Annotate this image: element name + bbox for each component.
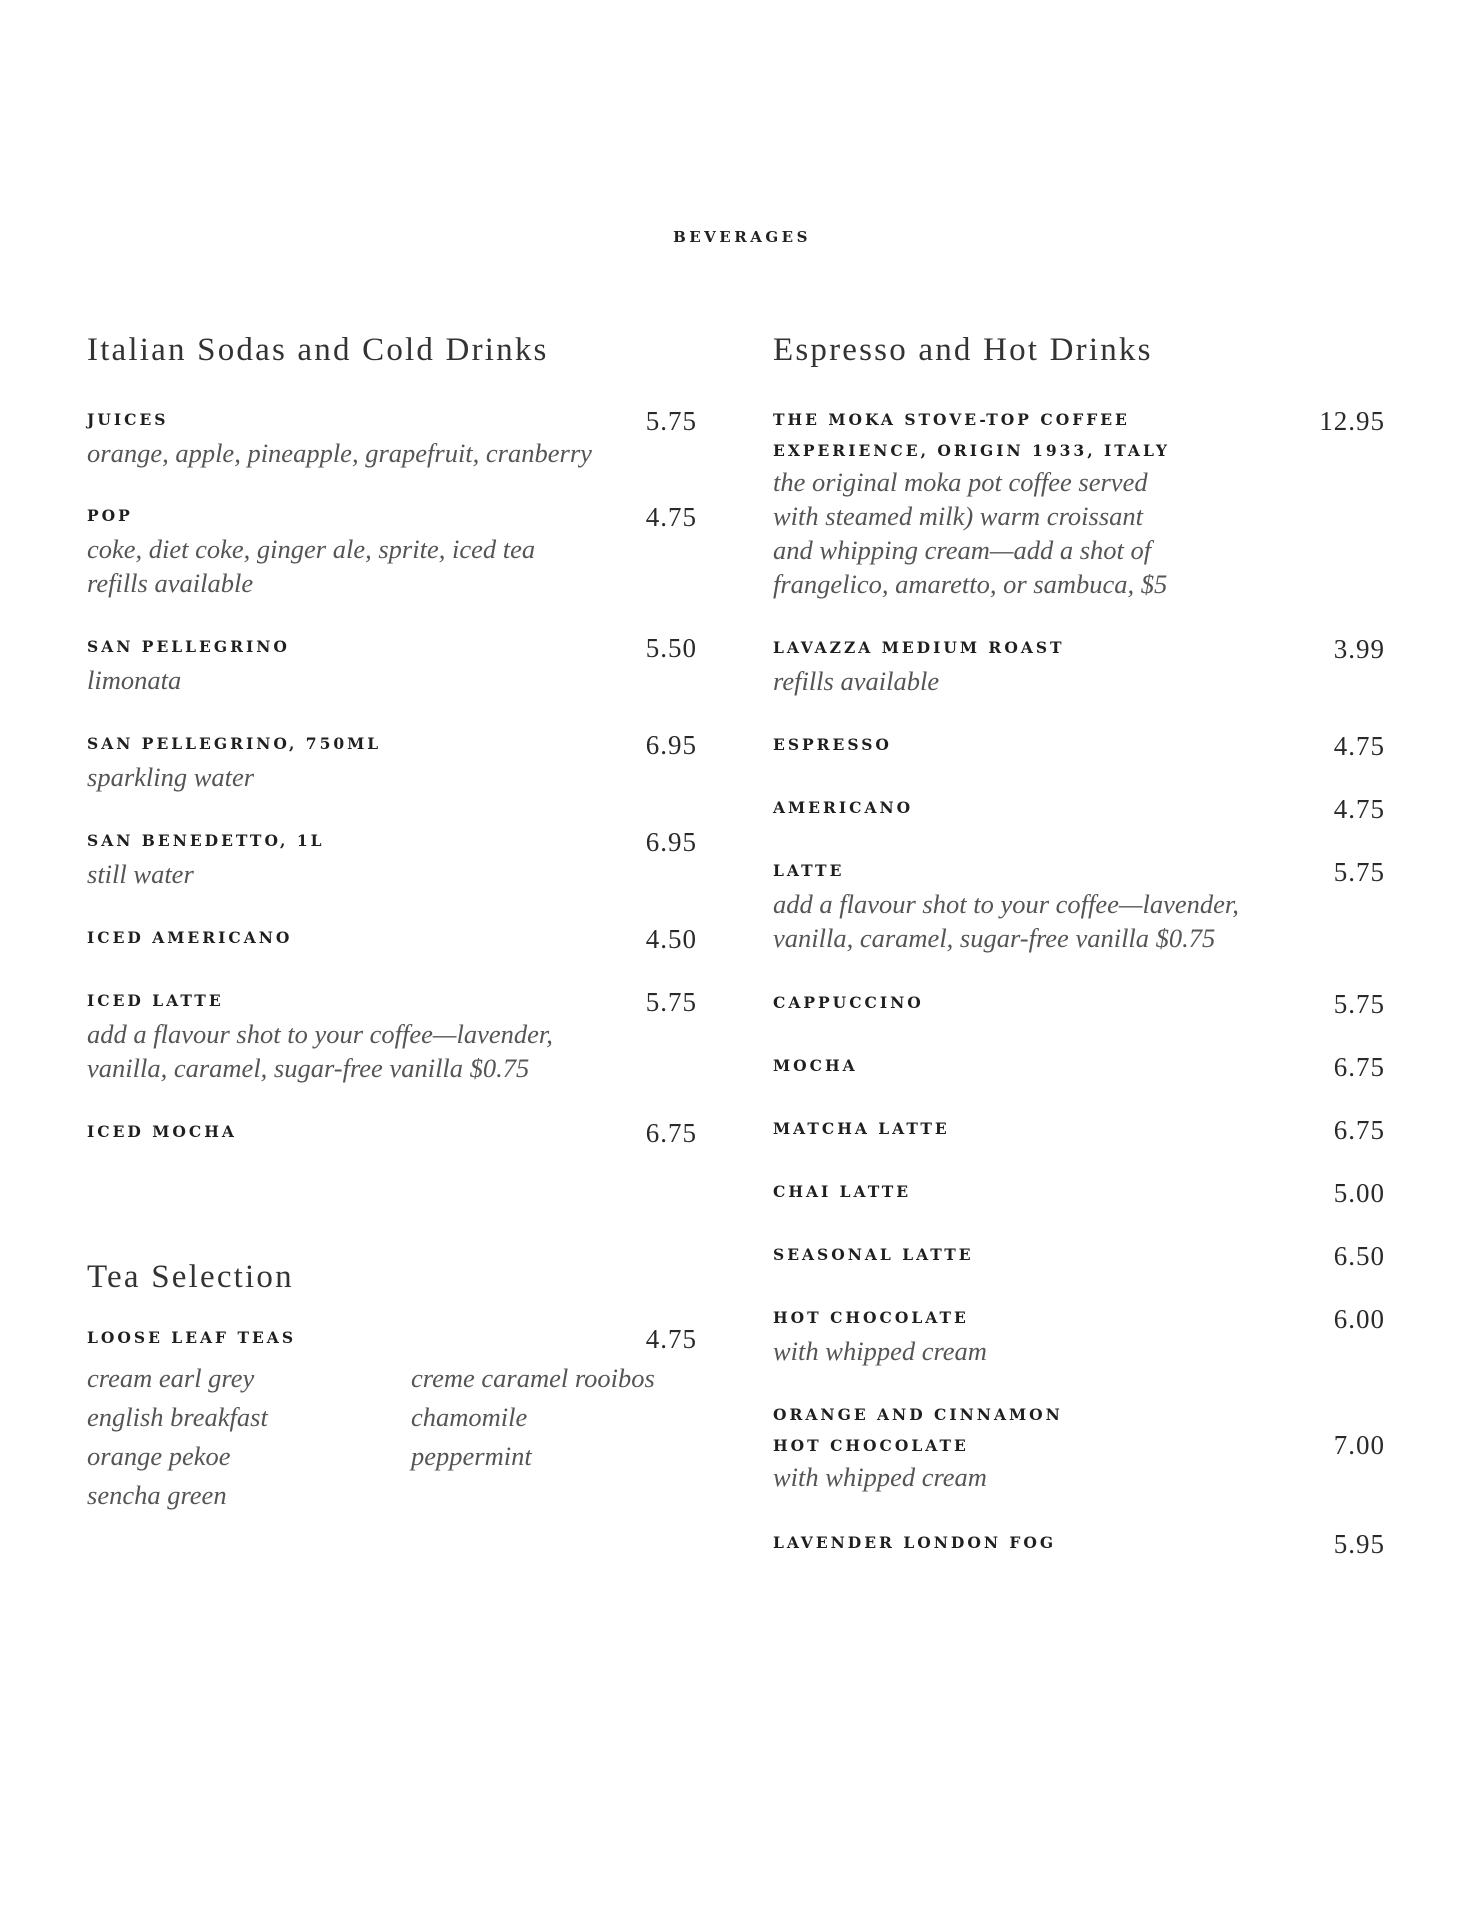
item-description: orange, apple, pineapple, grapefruit, cranberry: [87, 438, 592, 468]
tea-list: [87, 1359, 697, 1515]
menu-item-juices: [87, 404, 697, 500]
item-name: LATTE: [773, 861, 845, 880]
item-name: MOCHA: [773, 1056, 858, 1075]
item-price: 4.75: [645, 1324, 697, 1354]
item-name: CAPPUCCINO: [773, 993, 924, 1012]
item-name: SAN PELLEGRINO: [87, 637, 290, 656]
menu-item-lavender-london-fog: [773, 1527, 1385, 1567]
item-name: ICED LATTE: [87, 991, 224, 1010]
menu-item-iced-mocha: [87, 1116, 697, 1156]
tea-name: english breakfast: [87, 1402, 268, 1432]
item-name: AMERICANO: [773, 798, 914, 817]
item-price: 5.75: [645, 987, 697, 1017]
item-description: sparkling water: [87, 762, 255, 792]
tea-name: creme caramel rooibos: [411, 1363, 655, 1393]
item-name: ICED MOCHA: [87, 1122, 237, 1141]
menu-item-pop: [87, 500, 697, 631]
menu-item-san-benedetto: [87, 825, 697, 922]
item-price: 12.95: [1319, 406, 1385, 436]
item-price: 6.75: [1333, 1052, 1385, 1082]
tea-name: chamomile: [411, 1402, 528, 1432]
menu-item-moka-experience: [773, 404, 1385, 632]
item-price: 3.99: [1333, 634, 1385, 664]
tea-name: cream earl grey: [87, 1363, 255, 1393]
page-title: BEVERAGES: [673, 228, 811, 246]
item-price: 5.50: [645, 633, 697, 663]
menu-item-latte: [773, 855, 1385, 987]
item-price: 5.75: [1333, 857, 1385, 887]
item-price: 4.75: [1333, 794, 1385, 824]
item-price: 4.75: [645, 502, 697, 532]
item-price: 7.00: [1333, 1430, 1385, 1460]
item-name: MATCHA LATTE: [773, 1119, 950, 1138]
menu-item-cappuccino: [773, 987, 1385, 1050]
item-name: JUICES: [87, 410, 169, 429]
item-name: THE MOKA STOVE-TOP COFFEE EXPERIENCE, ORIGIN 1933, ITALY: [773, 410, 1170, 460]
menu-item-seasonal-latte: [773, 1239, 1385, 1302]
item-description: with whipped cream: [773, 1336, 987, 1366]
item-price: 6.95: [645, 827, 697, 857]
item-description: the original moka pot coffee served with steamed milk) warm croissant and whipping cream—add a shot of frangelico, amaretto, or sambuca, $5: [773, 467, 1168, 599]
item-price: 6.95: [645, 730, 697, 760]
tea-name: orange pekoe: [87, 1441, 231, 1471]
menu-item-mocha: [773, 1050, 1385, 1113]
item-name: ORANGE AND CINNAMON HOT CHOCOLATE: [773, 1405, 1063, 1455]
menu-item-espresso: [773, 729, 1385, 792]
menu-item-chai-latte: [773, 1176, 1385, 1239]
item-price: 6.50: [1333, 1241, 1385, 1271]
item-price: 6.75: [645, 1118, 697, 1148]
item-name: HOT CHOCOLATE: [773, 1308, 969, 1327]
item-name: ESPRESSO: [773, 735, 892, 754]
menu-item-matcha-latte: [773, 1113, 1385, 1176]
menu-item-americano: [773, 792, 1385, 855]
tea-list-right: [411, 1359, 697, 1515]
section-title-cold-drinks: Italian Sodas and Cold Drinks: [87, 332, 549, 368]
item-name: SAN BENEDETTO, 1L: [87, 831, 325, 850]
cold-drinks-section: [87, 330, 697, 1156]
menu-item-orange-cinnamon-hot-chocolate: [773, 1399, 1385, 1527]
menu-item-hot-chocolate: [773, 1302, 1385, 1399]
tea-list-left: [87, 1359, 411, 1515]
item-name: ICED AMERICANO: [87, 928, 293, 947]
item-price: 6.75: [1333, 1115, 1385, 1145]
item-price: 4.75: [1333, 731, 1385, 761]
item-description: with whipped cream: [773, 1462, 987, 1492]
item-description: refills available: [773, 666, 940, 696]
item-name: SEASONAL LATTE: [773, 1245, 974, 1264]
tea-name: sencha green: [87, 1480, 227, 1510]
item-price: 5.00: [1333, 1178, 1385, 1208]
item-price: 5.75: [1333, 989, 1385, 1019]
item-price: 6.00: [1333, 1304, 1385, 1334]
hot-drinks-section: [773, 330, 1385, 1567]
menu-item-iced-latte: [87, 985, 697, 1116]
item-price: 5.75: [645, 406, 697, 436]
menu-item-san-pellegrino: [87, 631, 697, 728]
tea-name: peppermint: [411, 1441, 532, 1471]
section-title-hot-drinks: Espresso and Hot Drinks: [773, 332, 1153, 368]
menu-item-lavazza: [773, 632, 1385, 729]
tea-section: [87, 1322, 697, 1515]
item-description: coke, diet coke, ginger ale, sprite, iced tea refills available: [87, 534, 536, 598]
menu-item-iced-americano: [87, 922, 697, 985]
item-price: 4.50: [645, 924, 697, 954]
section-title-tea: Tea Selection: [87, 1259, 294, 1295]
item-name: LAVAZZA MEDIUM ROAST: [773, 638, 1065, 657]
item-description: limonata: [87, 665, 182, 695]
item-price: 5.95: [1333, 1529, 1385, 1559]
item-name: LOOSE LEAF TEAS: [87, 1328, 297, 1347]
item-name: POP: [87, 506, 133, 525]
item-description: add a flavour shot to your coffee—lavender, vanilla, caramel, sugar-free vanilla $0.75: [773, 889, 1239, 953]
item-name: LAVENDER LONDON FOG: [773, 1533, 1057, 1552]
item-description: still water: [87, 859, 194, 889]
item-name: SAN PELLEGRINO, 750ML: [87, 734, 382, 753]
item-name: CHAI LATTE: [773, 1182, 912, 1201]
item-description: add a flavour shot to your coffee—lavender, vanilla, caramel, sugar-free vanilla $0.75: [87, 1019, 553, 1083]
menu-item-san-pellegrino-750ml: [87, 728, 697, 825]
